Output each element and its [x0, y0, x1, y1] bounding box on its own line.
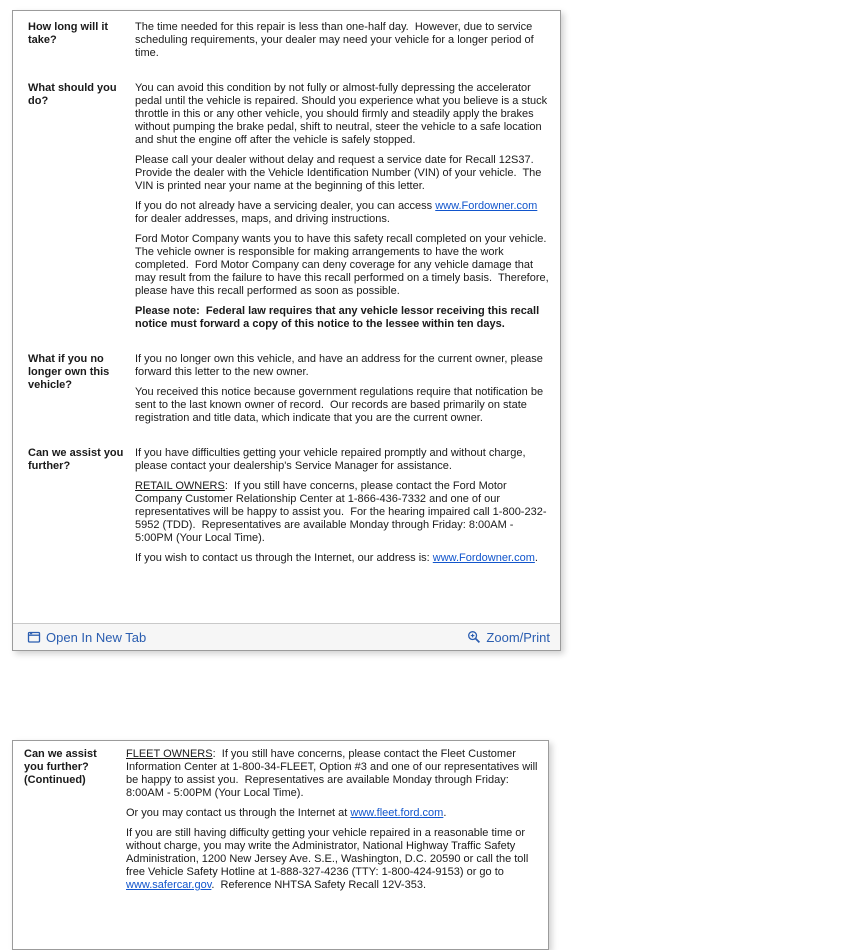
answer-cell: [135, 447, 552, 572]
open-in-new-tab-button[interactable]: [27, 630, 146, 645]
question-label: Can we assist you further?: [28, 447, 127, 472]
faq-row: [28, 447, 552, 572]
faq-row: [28, 353, 552, 432]
answer-text: . Reference NHTSA Safety Recall 12V-353.: [211, 879, 426, 891]
fordowner-link[interactable]: www.Fordowner.com: [435, 200, 538, 212]
zoom-print-label: Zoom/Print: [486, 629, 550, 645]
open-in-new-tab-icon: [27, 630, 41, 644]
answer-paragraph: You can avoid this condition by not fully or almost-fully depressing the accelerator pedal until the vehicle is repaired. Should you experience what you believe is a stuck throttle in this or any other vehicle, you should firmly and steadily apply the brakes without pumping the brake pedal, shift to neutral, steer the vehicle to a safe location and shut the engine off after the vehicle is safely stopped.: [135, 82, 551, 146]
faq-row: [28, 21, 552, 67]
answer-cell: [135, 82, 552, 338]
answer-cell: [126, 748, 542, 899]
question-label: What should you do?: [28, 82, 120, 107]
answer-paragraph: Ford Motor Company wants you to have this safety recall completed on your vehicle. The vehicle owner is responsible for making arrangements to have the work completed. Ford Motor Company can deny coverage for any vehicle damage that may result from the failure to have this recall performed on a timely basis. Therefore, please have this recall performed as soon as possible.: [135, 233, 553, 297]
answer-text: for dealer addresses, maps, and driving instructions.: [135, 200, 541, 225]
open-in-new-tab-label: Open In New Tab: [46, 629, 147, 645]
answer-text: : If you still have concerns, please contact the Fleet Customer Information Center at 1-800-34-FLEET, Option #3 and one of our representatives will be happy to assist you. Representatives are available Monday through Friday: 8:00AM - 5:00PM (Your Local Time).: [126, 748, 541, 799]
answer-paragraph: [135, 200, 552, 226]
faq-row: [24, 748, 542, 899]
question-label: How long will it take?: [28, 21, 112, 46]
fleet-ford-link[interactable]: www.fleet.ford.com: [350, 807, 444, 819]
answer-text: Or you may contact us through the Internet at: [126, 807, 351, 819]
answer-text: : If you still have concerns, please contact the Ford Motor Company Customer Relationship Center at 1-866-436-7332 and one of our representatives will be happy to assist you. For the hearing impaired call 1-800-232-5952 (TDD). Representatives are available Monday through Friday: 8:00AM - 5:00PM (Your Local Time).: [135, 480, 547, 544]
document-page: [13, 741, 548, 914]
answer-paragraph: If you have difficulties getting your vehicle repaired promptly and without charge, please contact your dealership's Service Manager for assistance.: [135, 447, 529, 472]
safercar-link[interactable]: www.safercar.gov: [126, 879, 212, 891]
answer-paragraph: [126, 827, 542, 892]
answer-text: If you wish to contact us through the Internet, our address is:: [135, 552, 433, 564]
answer-paragraph: [135, 480, 552, 545]
viewer-toolbar: [13, 623, 560, 650]
faq-row: [28, 82, 552, 338]
fordowner-link[interactable]: www.Fordowner.com: [432, 552, 535, 564]
fleet-owners-label: FLEET OWNERS: [126, 748, 213, 760]
answer-paragraph-bold: Please note: Federal law requires that any vehicle lessor receiving this recall notice must forward a copy of this notice to the lessee within ten days.: [135, 305, 543, 330]
answer-paragraph: [135, 552, 552, 565]
answer-cell: [135, 21, 552, 67]
answer-text: If you are still having difficulty getting your vehicle repaired in a reasonable time or without charge, you may write the Administrator, National Highway Traffic Safety Administration, 1200 New Jersey Ave. S.E., Washington, D.C. 20590 or call the toll free Vehicle Safety Hotline at 1-888-327-4236 (TTY: 1-800-424-9153) or go to: [126, 827, 532, 878]
answer-text: If you do not already have a servicing dealer, you can access: [135, 200, 436, 212]
document-page: [13, 11, 560, 623]
zoom-icon: [467, 630, 481, 644]
answer-paragraph: You received this notice because government regulations require that notification be sent to the last known owner of record. Our records are based primarily on state registration and title data, which indicate that you are the current owner.: [135, 386, 547, 424]
retail-owners-label: RETAIL OWNERS: [135, 480, 225, 492]
question-label: Can we assist you further? (Continued): [24, 748, 100, 786]
answer-text: .: [443, 807, 447, 819]
zoom-print-button[interactable]: [467, 630, 550, 645]
document-viewer-panel: [12, 10, 561, 651]
answer-paragraph: [126, 807, 542, 820]
answer-text: .: [534, 552, 538, 564]
answer-cell: [135, 353, 552, 432]
continued-document-panel: [12, 740, 549, 950]
answer-paragraph: If you no longer own this vehicle, and have an address for the current owner, please forward this letter to the new owner.: [135, 353, 546, 378]
question-label: What if you no longer own this vehicle?: [28, 353, 113, 391]
answer-paragraph: The time needed for this repair is less than one-half day. However, due to service scheduling requirements, your dealer may need your vehicle for a longer period of time.: [135, 21, 537, 59]
answer-paragraph: Please call your dealer without delay and request a service date for Recall 12S37. Provide the dealer with the Vehicle Identification Number (VIN) of your vehicle. The VIN is printed near your name at the beginning of this letter.: [135, 154, 545, 192]
answer-paragraph: [126, 748, 542, 800]
